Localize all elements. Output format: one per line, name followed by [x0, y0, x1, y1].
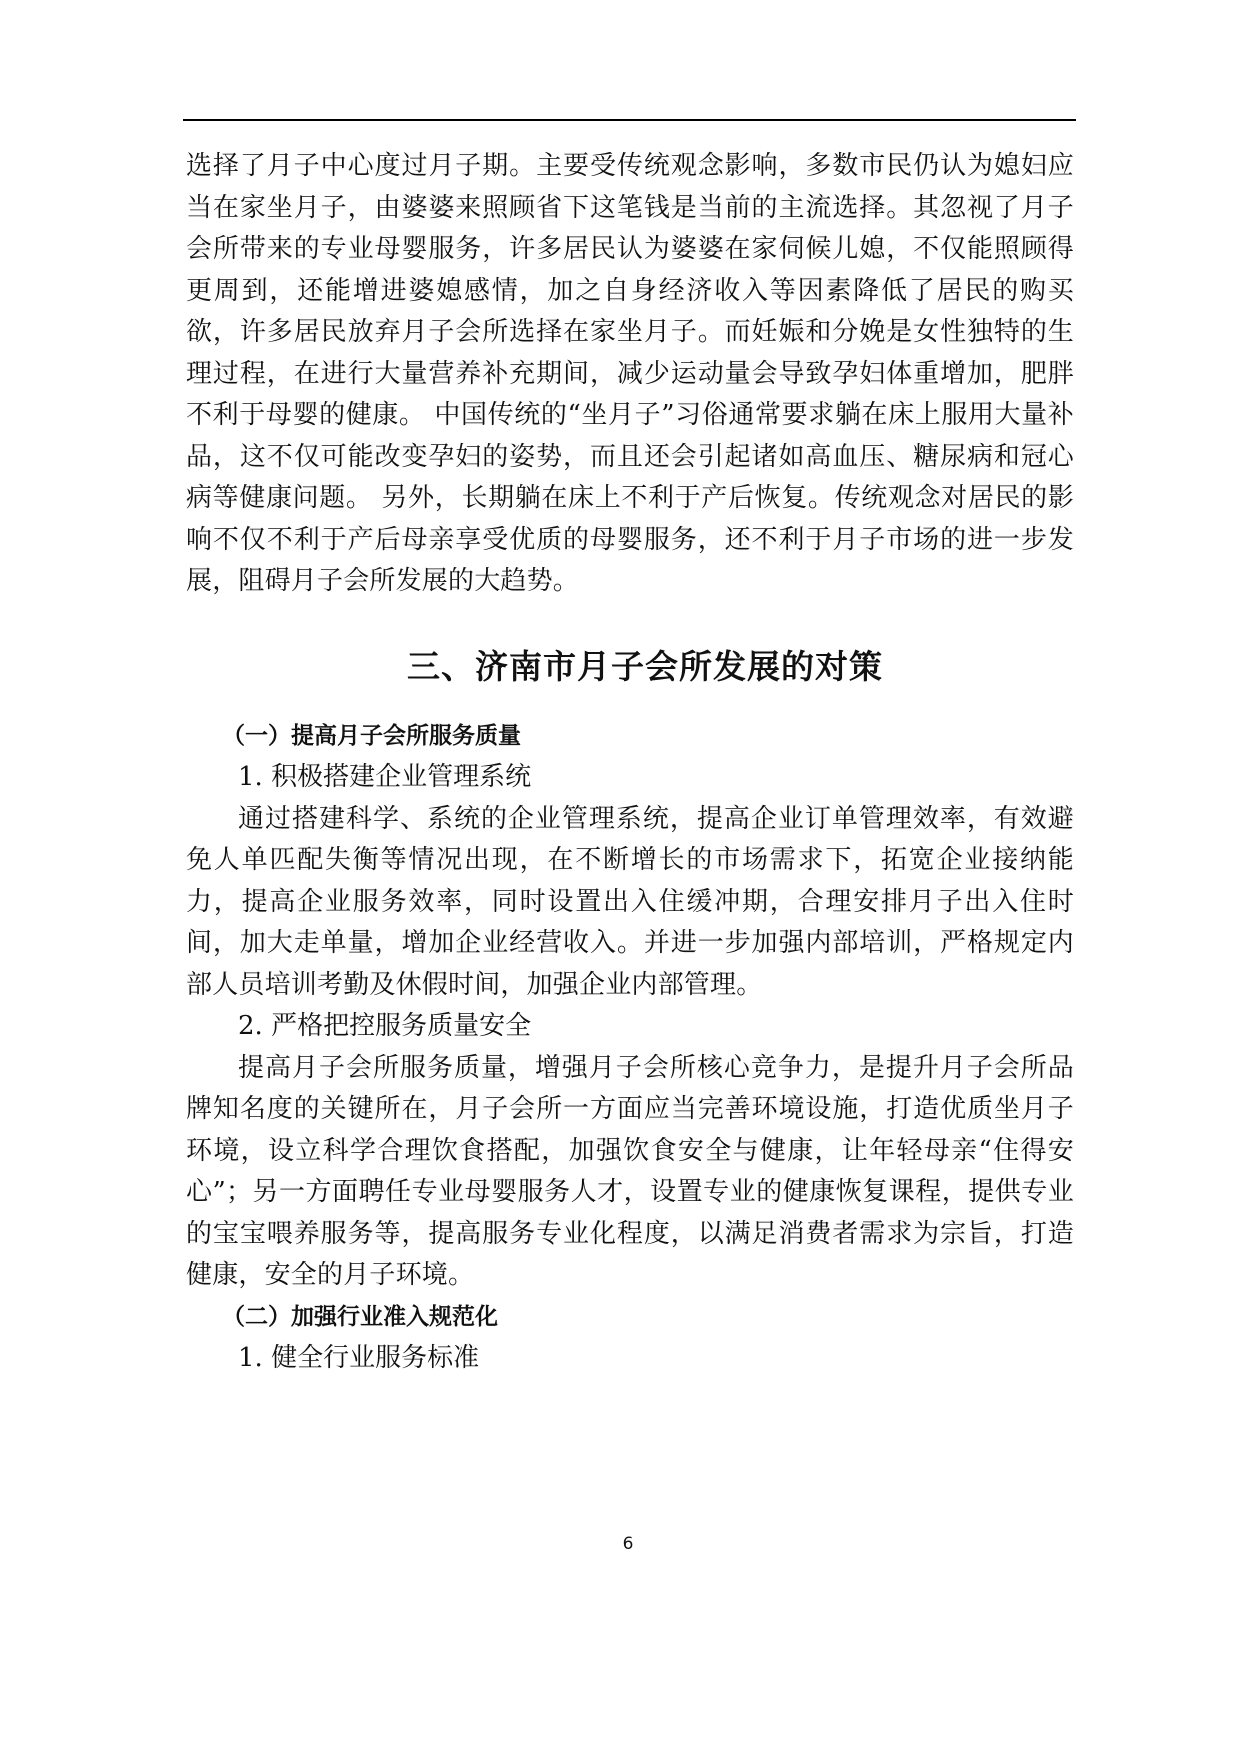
section-title-2: （二）加强行业准入规范化 [222, 1303, 498, 1330]
subsection-title-1-2: 2. 严格把控服务质量安全 [238, 1011, 532, 1041]
page-body [186, 146, 1074, 1380]
paragraph-1-1: 通过搭建科学、系统的企业管理系统，提高企业订单管理效率，有效避免人单匹配失衡等情况出现，在不断增长的市场需求下，拓宽企业接纳能力，提高企业服务效率，同时设置出入住缓冲期，合理安排月子出入住时间，加大走单量，增加企业经营收入。并进一步加强内部培训，严格规定内部人员培训考勤及休假时间，加强企业内部管理。 [186, 803, 1074, 1000]
chapter-title: 三、济南市月子会所发展的对策 [407, 646, 883, 686]
paragraph-1-2: 提高月子会所服务质量，增强月子会所核心竞争力，是提升月子会所品牌知名度的关键所在，月子会所一方面应当完善环境设施，打造优质坐月子环境，设立科学合理饮食搭配，加强饮食安全与健康，让年轻母亲“住得安心”；另一方面聘任专业母婴服务人才，设置专业的健康恢复课程，提供专业的宝宝喂养服务等，提高服务专业化程度，以满足消费者需求为宗旨，打造健康，安全的月子环境。 [186, 1052, 1074, 1290]
subsection-title-2-1: 1. 健全行业服务标准 [238, 1343, 480, 1373]
subsection-title-1-1: 1. 积极搭建企业管理系统 [238, 762, 532, 792]
continuation-paragraph: 选择了月子中心度过月子期。主要受传统观念影响，多数市民仍认为媳妇应当在家坐月子，由婆婆来照顾省下这笔钱是当前的主流选择。其忽视了月子会所带来的专业母婴服务，许多居民认为婆婆在家伺候儿媳，不仅能照顾得更周到，还能增进婆媳感情，加之自身经济收入等因素降低了居民的购买欲，许多居民放弃月子会所选择在家坐月子。而妊娠和分娩是女性独特的生理过程，在进行大量营养补充期间，减少运动量会导致孕妇体重增加，肥胖不利于母婴的健康。 中国传统的“坐月子”习俗通常要求躺在床上服用大量补品，这不仅可能改变孕妇的姿势，而且还会引起诸如高血压、糖尿病和冠心病等健康问题。 另外，长期躺在床上不利于产后恢复。传统观念对居民的影响不仅不利于产后母亲享受优质的母婴服务，还不利于月子市场的进一步发展，阻碍月子会所发展的大趋势。 [186, 151, 1074, 596]
section-title-1: （一）提高月子会所服务质量 [222, 722, 521, 749]
page-number: 6 [622, 1534, 634, 1554]
header-rule [183, 119, 1076, 121]
